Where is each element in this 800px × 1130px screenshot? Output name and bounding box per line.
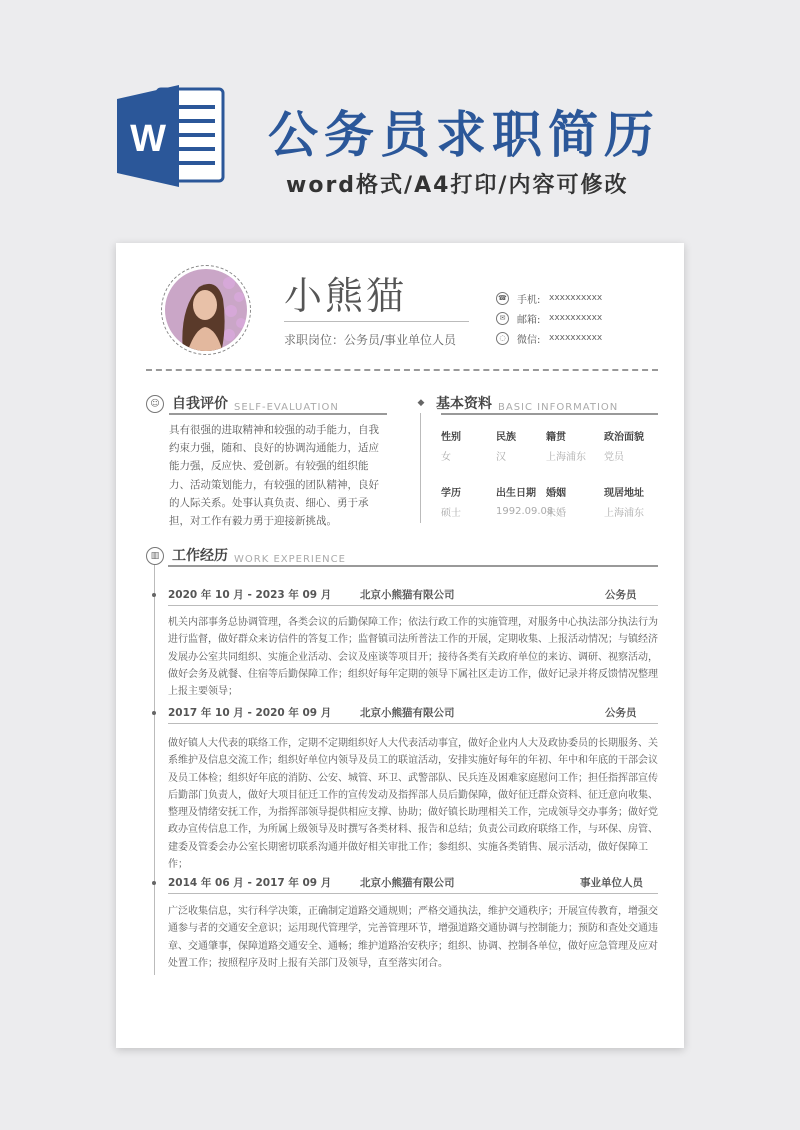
- timeline-line: [154, 565, 155, 975]
- section-title-en: BASIC INFORMATION: [498, 402, 619, 413]
- info-header: 学历: [441, 487, 461, 499]
- banner-title: 公务员求职简历: [268, 106, 660, 164]
- job-position: 公务员: [605, 589, 637, 601]
- person-icon: ☺: [146, 395, 164, 413]
- contact-value: xxxxxxxxxx: [549, 333, 603, 343]
- contact-label: 微信:: [517, 334, 541, 346]
- timeline-dot: [152, 593, 156, 597]
- info-header: 现居地址: [604, 487, 644, 499]
- mail-icon: ✉: [496, 312, 509, 325]
- info-value-row: [441, 445, 658, 465]
- section-underline: [168, 565, 658, 567]
- info-value: 上海浦东: [546, 451, 586, 463]
- job-header: [168, 705, 658, 724]
- word-logo-icon: [117, 85, 225, 187]
- header-divider: [146, 369, 658, 371]
- section-underline: [441, 413, 658, 415]
- job-company: 北京小熊猫有限公司: [360, 707, 455, 719]
- candidate-name: 小熊猫: [284, 274, 408, 318]
- info-value: 党员: [604, 451, 624, 463]
- info-vertical-line: [420, 413, 421, 523]
- contact-email: [496, 308, 602, 328]
- name-underline: [284, 321, 469, 322]
- job-description: 广泛收集信息，实行科学决策，正确制定道路交通规则；严格交通执法，维护交通秩序；开展宣传教育，增强交通参与者的交通安全意识；运用现代管理学，完善管理环节，增强道路交通协调与控制能力；预防和查处交通违章、交通肇事，保障道路交通安全、通畅；维护道路治安秩序；组织、协调、控制各单位，做好应急管理及应对处置工作；按照程序及时上报有关部门及领导，直至落实闭合。: [168, 906, 658, 969]
- info-header: 婚姻: [546, 487, 566, 499]
- banner-subtitle: word格式/A4打印/内容可修改: [286, 173, 629, 198]
- contact-phone: [496, 288, 602, 308]
- job-description: 机关内部事务总协调管理，各类会议的后勤保障工作；依法行政工作的实施管理，对服务中心执法部分执法行为进行监督，做好群众来访信件的答复工作；监督镇司法所普法工作的开展，定期收集、上报活动情况；与镇经济发展办公室共同组织、实施企业活动、会议及座谈等项目开；接待各类有关政府单位的来访、调研、视察活动，做好会务及就餐、住宿等后勤保障工作；组织好每年定期的领导下属社区走访工作，做好记录并将反馈情况整理上报主要领导；: [168, 617, 658, 698]
- section-title-en: SELF-EVALUATION: [234, 402, 339, 413]
- info-header-row: [441, 425, 658, 445]
- contact-label: 邮箱:: [517, 314, 541, 326]
- contact-list: [496, 288, 602, 348]
- basic-info-header: [414, 393, 618, 413]
- info-header-row: [441, 481, 658, 501]
- job-period: 2020 年 10 月 - 2023 年 09 月: [168, 589, 332, 601]
- info-value-row: [441, 501, 658, 521]
- job-description: 做好镇人大代表的联络工作，定期不定期组织好人大代表活动事宜，做好企业内人大及政协委员的长期服务、关系维护及信息交流工作；组织好单位内领导及员工的联谊活动，安排实施好每年的年初、年中和年底的干部会议及员工体检；组织好年底的消防、公安、城管、环卫、武警部队、民兵连及困难家庭慰问工作；担任指挥部宣传后勤部门负责人，做好大项目征迁工作的宣传发动及指挥部人员后勤保障，做好征迁群众资料、征迁意向收集、整理及情绪安抚工作，为指挥部领导提供相应支撑、协助；做好镇长助理相关工作，完成领导交办事务；做好党政办宣传信息工作，为所属上级领导及时撰写各类材料、报告和总结；负责公司政府联络工作，与环保、房管、建委及管委会办公室长期密切联系沟通并做好相关审批工作；参组织、实施各类销售、展示活动，做好保障工作；: [168, 738, 658, 871]
- contact-wechat: [496, 328, 602, 348]
- phone-icon: ☎: [496, 292, 509, 305]
- job-company: 北京小熊猫有限公司: [360, 589, 455, 601]
- section-title-en: WORK EXPERIENCE: [234, 554, 346, 565]
- job-header: [168, 587, 658, 606]
- wechat-icon: ◌: [496, 332, 509, 345]
- chart-icon: ▥: [146, 547, 164, 565]
- info-header: 籍贯: [546, 431, 566, 443]
- job-period: 2014 年 06 月 - 2017 年 09 月: [168, 877, 332, 889]
- section-title: 自我评价: [172, 396, 228, 412]
- svg-text:W: W: [130, 118, 166, 160]
- info-value: 女: [441, 451, 451, 463]
- self-eval-header: [146, 393, 339, 413]
- job-period: 2017 年 10 月 - 2020 年 09 月: [168, 707, 332, 719]
- work-header: [146, 545, 346, 565]
- info-value: 汉: [496, 451, 506, 463]
- resume-page: [116, 243, 684, 1048]
- contact-label: 手机:: [517, 294, 541, 306]
- job-position: 公务员: [605, 707, 637, 719]
- pin-icon: ◆: [417, 398, 425, 408]
- info-header: 出生日期: [496, 487, 536, 499]
- timeline-dot: [152, 711, 156, 715]
- section-title: 基本资料: [436, 396, 492, 412]
- info-header: 民族: [496, 431, 516, 443]
- info-value: 未婚: [546, 507, 566, 519]
- section-title: 工作经历: [172, 548, 228, 564]
- info-value: 硕士: [441, 507, 461, 519]
- contact-value: xxxxxxxxxx: [549, 313, 603, 323]
- info-value: 上海浦东: [604, 507, 644, 519]
- job-header: [168, 875, 658, 894]
- contact-value: xxxxxxxxxx: [549, 293, 603, 303]
- job-target: 求职岗位：公务员/事业单位人员: [284, 333, 457, 347]
- avatar: [165, 269, 247, 351]
- job-company: 北京小熊猫有限公司: [360, 877, 455, 889]
- avatar-frame: [161, 265, 251, 355]
- info-value: 1992.09.08: [496, 505, 554, 517]
- basic-info-grid: [441, 425, 658, 537]
- job-position: 事业单位人员: [580, 877, 643, 889]
- info-header: 政治面貌: [604, 431, 644, 443]
- timeline-dot: [152, 881, 156, 885]
- section-underline: [169, 413, 387, 415]
- info-header: 性别: [441, 431, 461, 443]
- self-eval-text: 具有很强的进取精神和较强的动手能力，自我约束力强，随和、良好的协调沟通能力，适应能力强，反应快、爱创新。有较强的组织能力、活动策划能力，有较强的团队精神，良好的人际关系。处事认真负责、细心、勇于承担，对工作有毅力勇于迎接新挑战。: [169, 424, 379, 528]
